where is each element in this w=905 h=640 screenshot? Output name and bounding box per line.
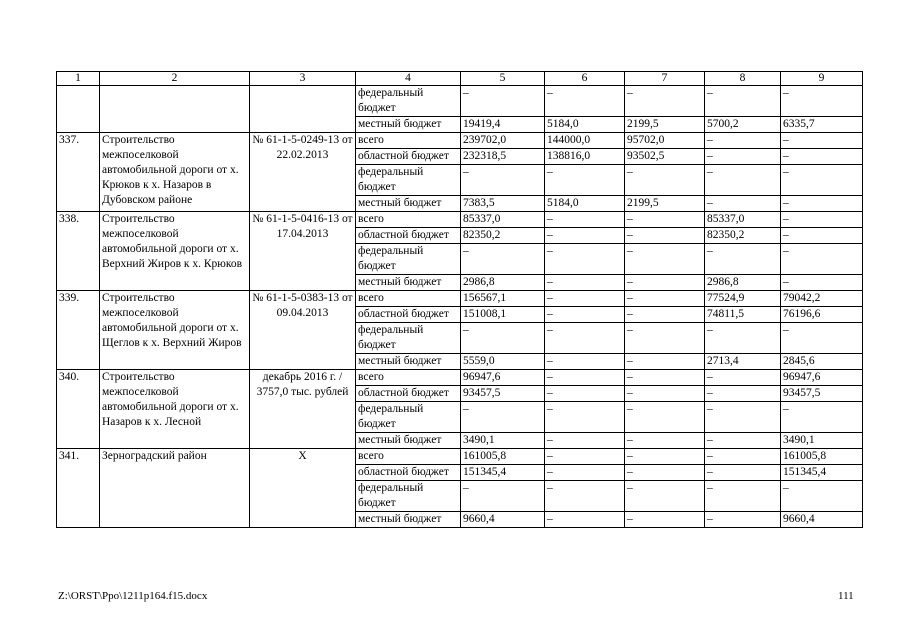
project-name: Строительство межпоселковой автомобильной дороги от х. Щеглов к х. Верхний Жиров: [100, 291, 250, 370]
value-cell: –: [461, 402, 545, 433]
value-cell: –: [625, 402, 705, 433]
value-cell: 2986,8: [705, 275, 781, 291]
value-cell: 156567,1: [461, 291, 545, 307]
value-cell: –: [705, 465, 781, 481]
value-cell: –: [545, 481, 625, 512]
budget-label: местный бюджет: [356, 433, 461, 449]
row-index: 337.: [57, 133, 100, 212]
value-cell: 77524,9: [705, 291, 781, 307]
value-cell: 93457,5: [781, 386, 863, 402]
value-cell: 82350,2: [705, 228, 781, 244]
file-path: Z:\ORST\Ppo\1211p164.f15.docx: [58, 590, 208, 602]
value-cell: –: [545, 323, 625, 354]
value-cell: –: [705, 86, 781, 117]
budget-label: федеральный бюджет: [356, 481, 461, 512]
document-ref: № 61-1-5-0416-13 от 17.04.2013: [250, 212, 356, 291]
value-cell: 96947,6: [781, 370, 863, 386]
value-cell: –: [625, 228, 705, 244]
value-cell: –: [705, 449, 781, 465]
name-cell: [100, 86, 250, 133]
col-header: 7: [625, 72, 705, 86]
value-cell: –: [705, 512, 781, 528]
value-cell: 82350,2: [461, 228, 545, 244]
value-cell: –: [781, 133, 863, 149]
value-cell: –: [625, 307, 705, 323]
value-cell: 161005,8: [461, 449, 545, 465]
value-cell: 3490,1: [461, 433, 545, 449]
value-cell: –: [705, 481, 781, 512]
budget-label: федеральный бюджет: [356, 402, 461, 433]
value-cell: –: [545, 275, 625, 291]
document-ref: Х: [250, 449, 356, 528]
value-cell: 239702,0: [461, 133, 545, 149]
value-cell: –: [461, 244, 545, 275]
value-cell: –: [625, 481, 705, 512]
value-cell: –: [705, 402, 781, 433]
row-index: 341.: [57, 449, 100, 528]
value-cell: –: [625, 244, 705, 275]
value-cell: 151345,4: [781, 465, 863, 481]
value-cell: 151008,1: [461, 307, 545, 323]
index-cell: [57, 86, 100, 133]
value-cell: –: [705, 433, 781, 449]
budget-label: областной бюджет: [356, 307, 461, 323]
value-cell: 5184,0: [545, 117, 625, 133]
row-index: 340.: [57, 370, 100, 449]
value-cell: –: [705, 149, 781, 165]
value-cell: –: [625, 370, 705, 386]
value-cell: 161005,8: [781, 449, 863, 465]
value-cell: 3490,1: [781, 433, 863, 449]
value-cell: –: [625, 449, 705, 465]
value-cell: –: [705, 323, 781, 354]
table-row: [57, 133, 863, 149]
budget-label: всего: [356, 212, 461, 228]
table-body: [57, 72, 863, 528]
value-cell: –: [705, 244, 781, 275]
budget-label: местный бюджет: [356, 275, 461, 291]
value-cell: –: [705, 165, 781, 196]
value-cell: 95702,0: [625, 133, 705, 149]
value-cell: –: [545, 512, 625, 528]
value-cell: 7383,5: [461, 196, 545, 212]
col-header: 4: [356, 72, 461, 86]
table-row: [57, 86, 863, 117]
value-cell: 85337,0: [705, 212, 781, 228]
col-header: 1: [57, 72, 100, 86]
col-header: 3: [250, 72, 356, 86]
column-number-row: [57, 72, 863, 86]
table-row: [57, 449, 863, 465]
value-cell: 2713,4: [705, 354, 781, 370]
value-cell: –: [545, 402, 625, 433]
project-name: Строительство межпоселковой автомобильной дороги от х. Крюков к х. Назаров в Дубовском районе: [100, 133, 250, 212]
budget-label: областной бюджет: [356, 386, 461, 402]
value-cell: –: [625, 323, 705, 354]
value-cell: 19419,4: [461, 117, 545, 133]
value-cell: –: [461, 323, 545, 354]
budget-label: областной бюджет: [356, 149, 461, 165]
value-cell: –: [625, 212, 705, 228]
value-cell: 93502,5: [625, 149, 705, 165]
value-cell: –: [705, 386, 781, 402]
value-cell: –: [625, 386, 705, 402]
value-cell: 5700,2: [705, 117, 781, 133]
value-cell: –: [781, 323, 863, 354]
value-cell: 2986,8: [461, 275, 545, 291]
document-ref: № 61-1-5-0383-13 от 09.04.2013: [250, 291, 356, 370]
value-cell: –: [545, 433, 625, 449]
value-cell: –: [705, 196, 781, 212]
value-cell: –: [545, 244, 625, 275]
budget-label: всего: [356, 133, 461, 149]
value-cell: –: [545, 86, 625, 117]
table-row: [57, 212, 863, 228]
budget-label: всего: [356, 291, 461, 307]
value-cell: 232318,5: [461, 149, 545, 165]
value-cell: –: [625, 291, 705, 307]
value-cell: –: [545, 228, 625, 244]
row-index: 338.: [57, 212, 100, 291]
value-cell: –: [705, 133, 781, 149]
value-cell: 9660,4: [781, 512, 863, 528]
col-header: 6: [545, 72, 625, 86]
value-cell: –: [625, 512, 705, 528]
value-cell: 9660,4: [461, 512, 545, 528]
value-cell: 6335,7: [781, 117, 863, 133]
value-cell: –: [461, 481, 545, 512]
value-cell: –: [625, 86, 705, 117]
page-number: 111: [838, 590, 854, 602]
value-cell: 2199,5: [625, 196, 705, 212]
budget-label: всего: [356, 370, 461, 386]
value-cell: –: [781, 86, 863, 117]
value-cell: 74811,5: [705, 307, 781, 323]
budget-label: местный бюджет: [356, 512, 461, 528]
col-header: 5: [461, 72, 545, 86]
value-cell: –: [545, 465, 625, 481]
value-cell: –: [781, 244, 863, 275]
col-header: 8: [705, 72, 781, 86]
budget-label: местный бюджет: [356, 354, 461, 370]
budget-label: федеральный бюджет: [356, 323, 461, 354]
budget-label: всего: [356, 449, 461, 465]
value-cell: 85337,0: [461, 212, 545, 228]
value-cell: –: [625, 465, 705, 481]
value-cell: 96947,6: [461, 370, 545, 386]
budget-label: областной бюджет: [356, 228, 461, 244]
value-cell: –: [705, 370, 781, 386]
value-cell: –: [545, 449, 625, 465]
budget-label: местный бюджет: [356, 196, 461, 212]
value-cell: –: [781, 196, 863, 212]
budget-label: федеральный бюджет: [356, 244, 461, 275]
value-cell: –: [781, 149, 863, 165]
value-cell: 2199,5: [625, 117, 705, 133]
budget-label: федеральный бюджет: [356, 86, 461, 117]
value-cell: 93457,5: [461, 386, 545, 402]
value-cell: –: [545, 212, 625, 228]
value-cell: –: [545, 291, 625, 307]
document-ref: № 61-1-5-0249-13 от 22.02.2013: [250, 133, 356, 212]
table-row: [57, 291, 863, 307]
budget-table: [56, 71, 863, 528]
value-cell: –: [625, 275, 705, 291]
col-header: 2: [100, 72, 250, 86]
value-cell: –: [781, 228, 863, 244]
budget-label: областной бюджет: [356, 465, 461, 481]
value-cell: –: [625, 165, 705, 196]
value-cell: –: [625, 354, 705, 370]
project-name: Строительство межпоселковой автомобильной дороги от х. Назаров к х. Лесной: [100, 370, 250, 449]
value-cell: 5559,0: [461, 354, 545, 370]
budget-label: федеральный бюджет: [356, 165, 461, 196]
value-cell: –: [461, 86, 545, 117]
value-cell: –: [781, 212, 863, 228]
value-cell: –: [781, 481, 863, 512]
value-cell: –: [545, 307, 625, 323]
value-cell: –: [781, 275, 863, 291]
table-row: [57, 370, 863, 386]
value-cell: 2845,6: [781, 354, 863, 370]
value-cell: –: [625, 433, 705, 449]
col-header: 9: [781, 72, 863, 86]
value-cell: 151345,4: [461, 465, 545, 481]
value-cell: –: [545, 165, 625, 196]
value-cell: 138816,0: [545, 149, 625, 165]
value-cell: 5184,0: [545, 196, 625, 212]
value-cell: –: [461, 165, 545, 196]
value-cell: –: [781, 165, 863, 196]
value-cell: 79042,2: [781, 291, 863, 307]
doc-cell: [250, 86, 356, 133]
value-cell: –: [545, 370, 625, 386]
budget-label: местный бюджет: [356, 117, 461, 133]
document-ref: декабрь 2016 г. / 3757,0 тыс. рублей: [250, 370, 356, 449]
project-name: Зерноградский район: [100, 449, 250, 528]
value-cell: –: [545, 354, 625, 370]
value-cell: 144000,0: [545, 133, 625, 149]
value-cell: –: [545, 386, 625, 402]
value-cell: 76196,6: [781, 307, 863, 323]
value-cell: –: [781, 402, 863, 433]
project-name: Строительство межпоселковой автомобильной дороги от х. Верхний Жиров к х. Крюков: [100, 212, 250, 291]
row-index: 339.: [57, 291, 100, 370]
